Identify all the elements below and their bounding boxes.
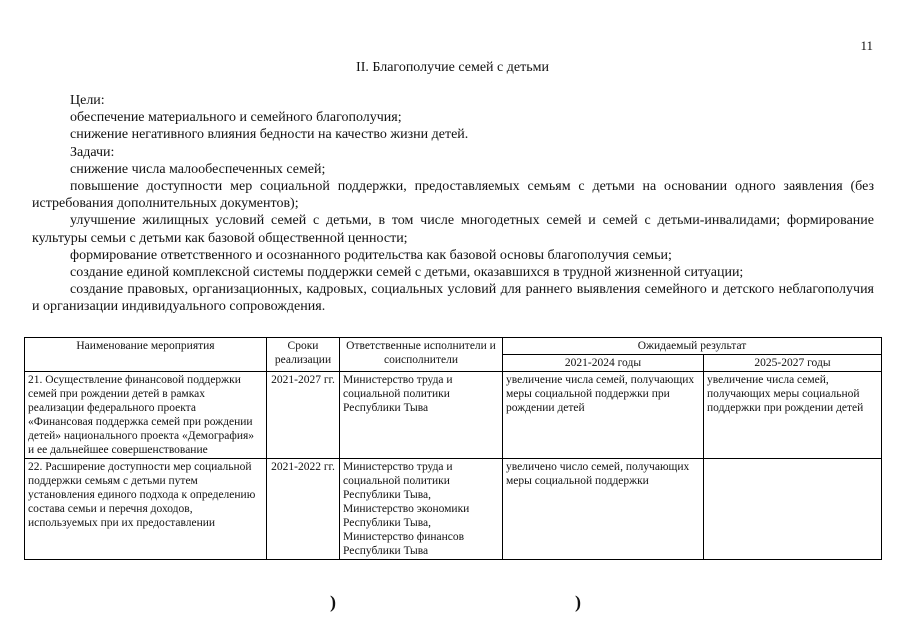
paragraph-goal-2: снижение негативного влияния бедности на качество жизни детей.	[70, 127, 469, 143]
measures-table	[24, 337, 882, 560]
goals-and-tasks	[32, 92, 874, 316]
paragraph-task-3: улучшение жилищных условий семей с детьми, в том числе многодетных семей и семей с детьми-инвалидами; формирование культуры семьи с детьми как базовой общественной ценности;	[32, 213, 874, 246]
header-period-2021-2024: 2021-2024 годы	[503, 355, 704, 372]
cell-result-2025-2027	[704, 459, 882, 560]
cell-terms: 2021-2027 гг.	[267, 372, 340, 459]
header-terms: Сроки реализации	[267, 338, 340, 372]
section-title: II. Благополучие семей с детьми	[356, 60, 549, 75]
paragraph-task-4: формирование ответственного и осознанного родительства как базовой основы благополучия семьи;	[70, 247, 672, 263]
table-header-row	[25, 338, 882, 355]
paragraph-task-2: повышение доступности мер социальной поддержки, предоставляемых семьям с детьми на основании одного заявления (без истребования дополнительных документов);	[32, 179, 874, 212]
header-executors: Ответственные исполнители и соисполнители	[340, 338, 503, 372]
handwritten-mark-right: )	[575, 592, 581, 612]
cell-executors: Министерство труда и социальной политики Республики Тыва	[340, 372, 503, 459]
paragraph-task-5: создание единой комплексной системы поддержки семей с детьми, оказавшихся в трудной жизненной ситуации;	[70, 265, 744, 281]
header-expected-result: Ожидаемый результат	[503, 338, 882, 355]
cell-result-2021-2024: увеличено число семей, получающих меры социальной поддержки	[503, 459, 704, 560]
table-row	[25, 459, 882, 560]
paragraph-goal-1: обеспечение материального и семейного благополучия;	[70, 110, 402, 126]
cell-event: 22. Расширение доступности мер социальной поддержки семьям с детьми путем установления единого подхода к определению состава семьи и перечня доходов, используемых при их предоставлении	[25, 459, 267, 560]
cell-executors: Министерство труда и социальной политики Республики Тыва, Министерство экономики Республики Тыва, Министерство финансов Республики Тыва	[340, 459, 503, 560]
cell-terms: 2021-2022 гг.	[267, 459, 340, 560]
header-period-2025-2027: 2025-2027 годы	[704, 355, 882, 372]
page-number: 11	[860, 38, 873, 53]
cell-result-2021-2024: увеличение числа семей, получающих меры социальной поддержки при рождении детей	[503, 372, 704, 459]
paragraph-task-1: снижение числа малообеспеченных семей;	[70, 161, 326, 177]
header-event: Наименование мероприятия	[25, 338, 267, 372]
table-row	[25, 372, 882, 459]
handwritten-mark-left: )	[330, 592, 336, 612]
paragraph-tasks-heading: Задачи:	[70, 144, 115, 160]
cell-result-2025-2027: увеличение числа семей, получающих меры социальной поддержки при рождении детей	[704, 372, 882, 459]
cell-event: 21. Осуществление финансовой поддержки семей при рождении детей в рамках реализации федерального проекта «Финансовая поддержка семей при рождении детей» национального проекта «Демография» и ее дальнейшее совершенствование	[25, 372, 267, 459]
paragraph-goals-heading: Цели:	[70, 93, 105, 108]
paragraph-task-6: создание правовых, организационных, кадровых, социальных условий для раннего выявления семейного и детского неблагополучия и организации индивидуального сопровождения.	[32, 282, 874, 315]
